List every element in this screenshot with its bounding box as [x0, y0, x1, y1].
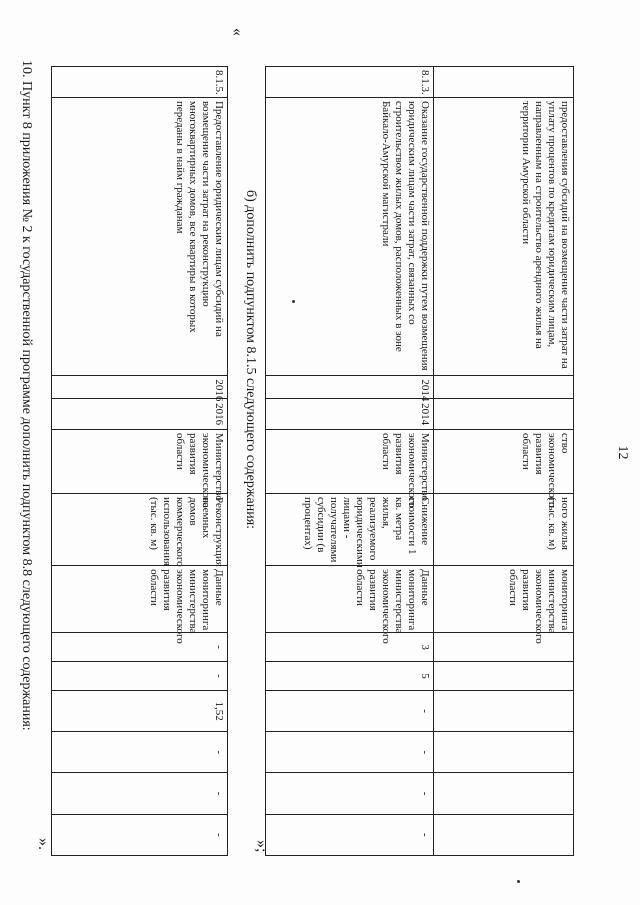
year-start: 2016 [52, 376, 228, 399]
row-number [434, 67, 574, 98]
value-cell [434, 814, 574, 855]
value-cell [434, 773, 574, 814]
table-row [266, 67, 434, 856]
value-cell: - [266, 814, 434, 855]
quote-close: ». [35, 838, 52, 850]
row-number: 8.1.5. [52, 67, 228, 98]
year-start [434, 376, 574, 399]
indicator: Реконструкция наемных домов коммерческого использования (тыс. кв. м) [52, 493, 228, 565]
measure-name: Предоставление юридическим лицам субсидий на возмещение части затрат на реконструкцию многоквартирных домов, все квартиры в которых переданы в найм гражданам [52, 97, 228, 375]
year-end: 2016 [52, 399, 228, 430]
table-bottom [51, 66, 228, 856]
value-cell: - [52, 773, 228, 814]
quote-open: « [229, 28, 246, 36]
indicator: Снижение стоимости 1 кв. метра жилья, реализуемого юридическими лицами - получателями субсидии (в процентах) [266, 493, 434, 565]
value-cell: - [266, 773, 434, 814]
table-row [434, 67, 574, 856]
data-source: Данные мониторинга министерства экономического развития области [266, 566, 434, 633]
year-end: 2014 [266, 399, 434, 430]
row-number: 8.1.3. [266, 67, 434, 98]
data-source: Данные мониторинга министерства экономического развития области [52, 566, 228, 633]
year-start: 2014 [266, 376, 434, 399]
measure-name: Оказание государственной поддержки путем возмещения юридическим лицам части затрат, связанных со строительством жилых домов, расположенных в зоне Байкало-Амурской магистрали [266, 97, 434, 375]
page-number: 12 [615, 445, 630, 460]
value-cell: 3 [266, 633, 434, 662]
value-cell: - [52, 633, 228, 662]
value-cell: - [52, 732, 228, 773]
measure-name: предоставления субсидий на возмещение части затрат на уплату процентов по кредитам юридическим лицам, направленным на строительство арендного жилья на территории Амурской области [434, 97, 574, 375]
value-cell: - [266, 732, 434, 773]
value-cell: 5 [266, 662, 434, 691]
quote-close-b: »; [253, 840, 270, 853]
value-cell [434, 732, 574, 773]
scan-speck [517, 880, 520, 883]
table-row [52, 67, 228, 856]
value-cell [434, 633, 574, 662]
executor: Министерство экономического развития области [52, 430, 228, 494]
scan-speck [292, 300, 295, 303]
indicator: ного жилья (тыс. кв. м) [434, 493, 574, 565]
value-cell: 1,52 [52, 690, 228, 731]
table-top [265, 66, 574, 856]
paragraph-b: б) дополнить подпунктом 8.1.5 следующего содержания: [243, 190, 258, 530]
year-end [434, 399, 574, 430]
value-cell: - [52, 814, 228, 855]
value-cell: - [266, 690, 434, 731]
executor: Министерство экономического развития области [266, 430, 434, 494]
value-cell [434, 690, 574, 731]
executor: ство экономического развития области [434, 430, 574, 494]
data-source: мониторинга министерства экономического развития области [434, 566, 574, 633]
value-cell: - [52, 662, 228, 691]
value-cell [434, 662, 574, 691]
paragraph-10: 10. Пункт 8 приложения № 2 к государственной программе дополнить подпунктом 8.8 следующего содержания: [19, 60, 34, 731]
